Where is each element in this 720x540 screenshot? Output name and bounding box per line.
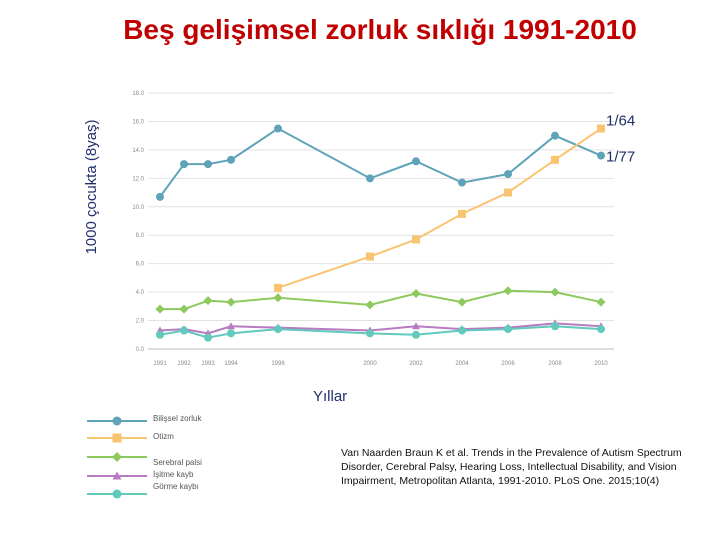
x-tick-label: 1992 xyxy=(177,361,191,367)
y-tick-label: 8.0 xyxy=(135,233,144,240)
data-point-s1 xyxy=(274,284,282,292)
legend-marker-2 xyxy=(112,452,122,462)
x-tick-label: 2006 xyxy=(501,361,515,367)
data-point-s0 xyxy=(204,160,212,168)
legend-marker-1 xyxy=(113,434,122,443)
x-tick-label: 1993 xyxy=(201,361,215,367)
citation-text: Van Naarden Braun K et al. Trends in the Prevalence of Autism Spectrum Disorder, Cerebral Palsy, Hearing Loss, Intellectual Disability, and Vision Impairment, Metropolitan Atlanta, 1991-2010. PLoS One. 2015;10(4) xyxy=(341,447,682,487)
y-tick-label: 14.0 xyxy=(132,147,144,154)
annotation-1: 1/77 xyxy=(606,148,636,166)
x-tick-label: 2002 xyxy=(409,361,423,367)
data-point-s4 xyxy=(180,327,188,335)
y-tick-label: 16.0 xyxy=(132,119,144,126)
y-tick-label: 0.0 xyxy=(135,347,144,353)
data-point-s0 xyxy=(551,132,559,140)
data-point-s0 xyxy=(227,156,235,164)
data-point-s4 xyxy=(504,325,512,333)
data-point-s4 xyxy=(458,327,466,335)
legend-marker-4 xyxy=(113,490,122,499)
data-point-s1 xyxy=(597,125,605,133)
x-tick-label: 2010 xyxy=(594,361,608,367)
data-point-s2 xyxy=(597,298,606,307)
data-point-s1 xyxy=(458,210,466,218)
y-tick-label: 4.0 xyxy=(135,290,144,297)
data-point-s4 xyxy=(156,331,164,339)
data-point-s4 xyxy=(597,325,605,333)
x-tick-label: 1994 xyxy=(224,361,238,367)
series-line-2 xyxy=(160,291,601,309)
data-point-s4 xyxy=(366,329,374,337)
x-tick-label: 1991 xyxy=(153,361,167,367)
data-point-s2 xyxy=(458,298,467,307)
y-tick-label: 18.0 xyxy=(132,91,144,97)
y-axis-label: 1000 çocukta (8yaş) xyxy=(83,119,100,255)
data-point-s0 xyxy=(156,193,164,201)
data-point-s2 xyxy=(412,289,421,298)
y-tick-label: 10.0 xyxy=(132,204,144,211)
data-point-s4 xyxy=(412,331,420,339)
data-point-s2 xyxy=(366,300,375,309)
data-point-s2 xyxy=(504,286,513,295)
legend-label-0: Bilişsel zorluk xyxy=(153,414,202,423)
data-point-s1 xyxy=(551,156,559,164)
legend-marker-0 xyxy=(113,417,122,426)
data-point-s1 xyxy=(366,253,374,261)
data-point-s0 xyxy=(412,157,420,165)
annotation-0: 1/64 xyxy=(606,112,636,130)
data-point-s0 xyxy=(504,170,512,178)
y-tick-label: 2.0 xyxy=(135,318,144,325)
data-point-s0 xyxy=(274,125,282,133)
x-tick-label: 1996 xyxy=(271,361,285,367)
y-tick-label: 12.0 xyxy=(132,176,144,183)
data-point-s4 xyxy=(551,322,559,330)
data-point-s2 xyxy=(180,305,189,314)
data-point-s2 xyxy=(274,293,283,302)
data-point-s1 xyxy=(412,235,420,243)
page-title: Beş gelişimsel zorluk sıklığı 1991-2010 xyxy=(123,14,637,45)
data-point-s2 xyxy=(156,305,165,314)
data-point-s4 xyxy=(227,329,235,337)
data-point-s0 xyxy=(458,179,466,187)
y-tick-label: 6.0 xyxy=(135,261,144,268)
data-point-s0 xyxy=(180,160,188,168)
data-point-s0 xyxy=(597,152,605,160)
x-axis-label: Yıllar xyxy=(313,388,348,405)
data-point-s2 xyxy=(551,288,560,297)
data-point-s1 xyxy=(504,189,512,197)
data-point-s2 xyxy=(227,298,236,307)
legend-label-3: İşitme kayb xyxy=(153,470,194,479)
series-line-0 xyxy=(160,129,601,197)
legend-label-2: Serebral palsi xyxy=(153,458,202,467)
legend-label-1: Otizm xyxy=(153,432,174,441)
x-tick-label: 2008 xyxy=(548,361,562,367)
data-point-s4 xyxy=(204,334,212,342)
legend-label-4: Görme kaybı xyxy=(153,482,199,491)
data-point-s0 xyxy=(366,174,374,182)
x-tick-label: 2004 xyxy=(455,361,469,367)
x-tick-label: 2000 xyxy=(363,361,377,367)
data-point-s4 xyxy=(274,325,282,333)
data-point-s2 xyxy=(204,296,213,305)
